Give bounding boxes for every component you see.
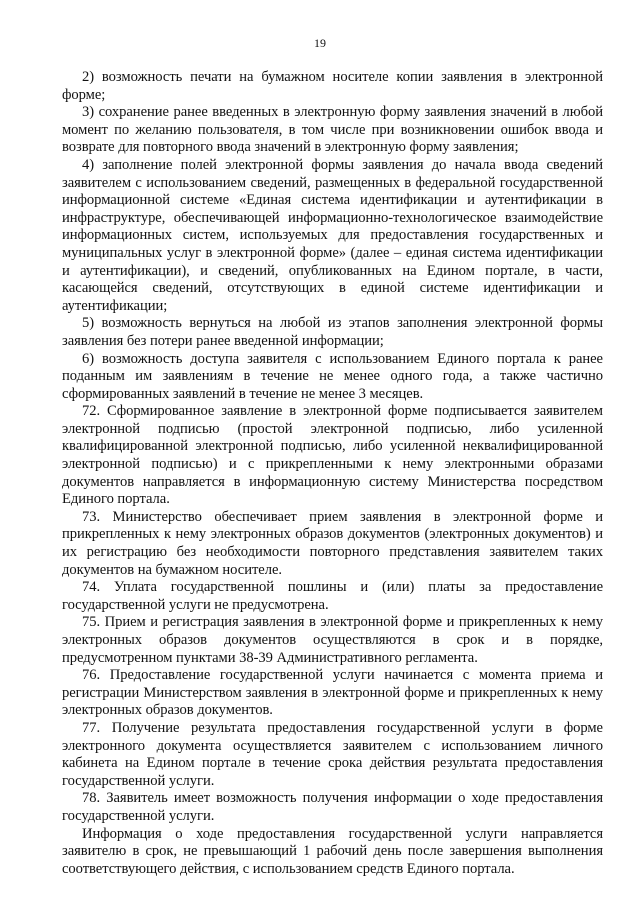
paragraph-access-applications: 6) возможность доступа заявителя с использованием Единого портала к ранее поданным им заявлениям в течение не менее одного года, а также частично сформированных заявлений в течение не менее 3 месяцев.	[62, 350, 603, 402]
paragraph-status-info: Информация о ходе предоставления государственной услуги направляется заявителю в срок, не превышающий 1 рабочий день после завершения выполнения соответствующего действия, с использованием средств Единого портала.	[62, 825, 603, 877]
document-body	[62, 69, 603, 878]
paragraph-72: 72. Сформированное заявление в электронной форме подписывается заявителем электронной подписью (простой электронной подписью, либо усиленной квалифицированной электронной подписью, либо усиленной неквалифицированной электронной подписью) и с прикрепленными к нему электронными образами документов направляется в информационную систему Министерства посредством Единого портала.	[62, 403, 603, 508]
paragraph-prefill-fields: 4) заполнение полей электронной формы заявления до начала ввода сведений заявителем с использованием сведений, размещенных в федеральной государственной информационной системе «Единая система идентификации и аутентификации в инфраструктуре, обеспечивающей информационно-технологическое взаимодействие информационных систем, используемых для предоставления государственных и муниципальных услуг в электронной форме» (далее – единая система идентификации и аутентификации), и сведений, опубликованных на Едином портале, в части, касающейся сведений, отсутствующих в единой системе идентификации и аутентификации;	[62, 156, 603, 314]
page-number: 19	[314, 36, 326, 50]
paragraph-save-values: 3) сохранение ранее введенных в электронную форму заявления значений в любой момент по желанию пользователя, в том числе при возникновении ошибок ввода и возврате для повторного ввода значений в электронную форму заявления;	[62, 104, 603, 156]
paragraph-73: 73. Министерство обеспечивает прием заявления в электронной форме и прикрепленных к нему электронных образов документов (электронных документов) и их регистрацию без необходимости повторного представления заявителем таких документов на бумажном носителе.	[62, 508, 603, 578]
paragraph-78: 78. Заявитель имеет возможность получения информации о ходе предоставления государственной услуги.	[62, 790, 603, 824]
paragraph-return-to-step: 5) возможность вернуться на любой из этапов заполнения электронной формы заявления без потери ранее введенной информации;	[62, 315, 603, 349]
paragraph-print-copy: 2) возможность печати на бумажном носителе копии заявления в электронной форме;	[62, 69, 603, 103]
paragraph-75: 75. Прием и регистрация заявления в электронной форме и прикрепленных к нему электронных образов документов осуществляются в срок и в порядке, предусмотренном пунктами 38-39 Административного регламента.	[62, 614, 603, 666]
paragraph-76: 76. Предоставление государственной услуги начинается с момента приема и регистрации Министерством заявления в электронной форме и прикрепленных к нему электронных образов документов.	[62, 667, 603, 719]
paragraph-77: 77. Получение результата предоставления государственной услуги в форме электронного документа осуществляется заявителем с использованием личного кабинета на Едином портале в течение срока действия результата предоставления государственной услуги.	[62, 719, 603, 789]
paragraph-74: 74. Уплата государственной пошлины и (или) платы за предоставление государственной услуги не предусмотрена.	[62, 579, 603, 613]
